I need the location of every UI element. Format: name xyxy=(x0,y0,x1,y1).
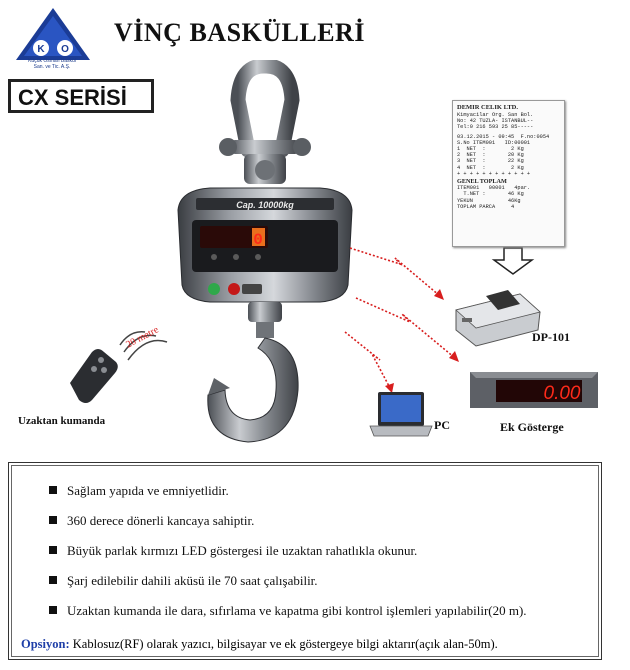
logo-letter-o: O xyxy=(61,44,69,55)
receipt-arrow xyxy=(494,248,532,274)
pc-label: PC xyxy=(434,418,450,432)
printer xyxy=(456,290,540,346)
receipt-line: No: 42 TUZLA- ISTANBUL-- xyxy=(457,118,534,125)
feature-text: Büyük parlak kırmızı LED göstergesi ile uzaktan rahatlıkla okunur. xyxy=(67,543,418,558)
shackle xyxy=(219,66,311,184)
receipt-line: S.No ITEM001 ID:00001 xyxy=(457,139,531,146)
remote-control xyxy=(70,324,167,403)
laptop xyxy=(370,392,432,436)
feature-text: 360 derece dönerli kancaya sahiptir. xyxy=(67,513,255,528)
feature-item xyxy=(49,573,318,589)
remote-label: Uzaktan kumanda xyxy=(18,415,106,427)
receipt-total-line: T.NET : 46 Kg xyxy=(457,191,524,198)
series-label: CX SERİSİ xyxy=(18,85,127,110)
page-title: VİNÇ BASKÜLLERİ xyxy=(114,18,365,47)
feature-item xyxy=(49,543,417,559)
option-note xyxy=(21,637,498,652)
receipt-total-title: GENEL TOPLAM xyxy=(457,178,507,186)
hook xyxy=(208,302,298,442)
bullet-icon xyxy=(49,576,57,584)
scale-capacity-label: Cap. 10000kg xyxy=(236,200,294,210)
receipt-line: Tel:0 216 593 25 85----- xyxy=(457,124,534,131)
extra-display-label: Ek Gösterge xyxy=(500,420,564,434)
option-text: Kablosuz(RF) olarak yazıcı, bilgisayar ve ek göstergeye bilgi aktarır(açık alan-50m). xyxy=(69,637,498,651)
option-label: Opsiyon: xyxy=(21,637,70,651)
scale-body xyxy=(178,188,352,302)
receipt-line: Kimyacilar Org. San Bol. xyxy=(457,112,534,118)
bullet-icon xyxy=(49,546,57,554)
feature-item xyxy=(49,513,254,529)
feature-item xyxy=(49,483,229,499)
receipt-total-line: TOPLAM PARCA 4 xyxy=(457,203,515,210)
receipt-line: 1 NET : 2 Kg xyxy=(457,146,524,153)
signal-arrowheads xyxy=(385,289,459,393)
feature-text: Şarj edilebilir dahili aküsü ile 70 saat çalışabilir. xyxy=(67,573,318,588)
bullet-icon xyxy=(49,516,57,524)
feature-text: Sağlam yapıda ve emniyetlidir. xyxy=(67,483,229,498)
bullet-icon xyxy=(49,606,57,614)
remote-distance-label: 20 metre xyxy=(124,324,161,351)
receipt-total-line: YEKUN 46Kg xyxy=(457,197,521,204)
receipt-line: 2 NET : 20 Kg xyxy=(457,152,524,159)
receipt-line: 03.12.2015 - 09:45 F.no:0054 xyxy=(457,133,550,140)
printer-label: DP-101 xyxy=(532,330,570,344)
logo-letter-k: K xyxy=(37,44,45,55)
receipt-company: DEMIR CELIK LTD. xyxy=(457,104,518,111)
signal-arrows xyxy=(345,248,455,388)
logo-line-1: Küçük Osman Baskül xyxy=(28,58,76,64)
receipt-line: 3 NET : 22 Kg xyxy=(457,158,524,165)
receipt-line: 4 NET : 2 Kg xyxy=(457,164,524,171)
receipt-line: + + + + + + + + + + + + xyxy=(457,170,531,177)
receipt-total-line: ITEM001 00001 4par. xyxy=(457,185,531,192)
feature-text: Uzaktan kumanda ile dara, sıfırlama ve kapatma gibi kontrol işlemleri yapılabilir(20 m). xyxy=(67,603,527,618)
logo-line-2: San. ve Tic. A.Ş. xyxy=(33,64,71,70)
features-box xyxy=(8,462,602,660)
extra-display xyxy=(470,372,598,408)
bullet-icon xyxy=(49,486,57,494)
printed-receipt xyxy=(452,100,565,247)
extra-display-value: 0.00 xyxy=(543,383,581,404)
feature-item xyxy=(49,603,527,619)
scale-display-value: 0 xyxy=(253,231,263,249)
